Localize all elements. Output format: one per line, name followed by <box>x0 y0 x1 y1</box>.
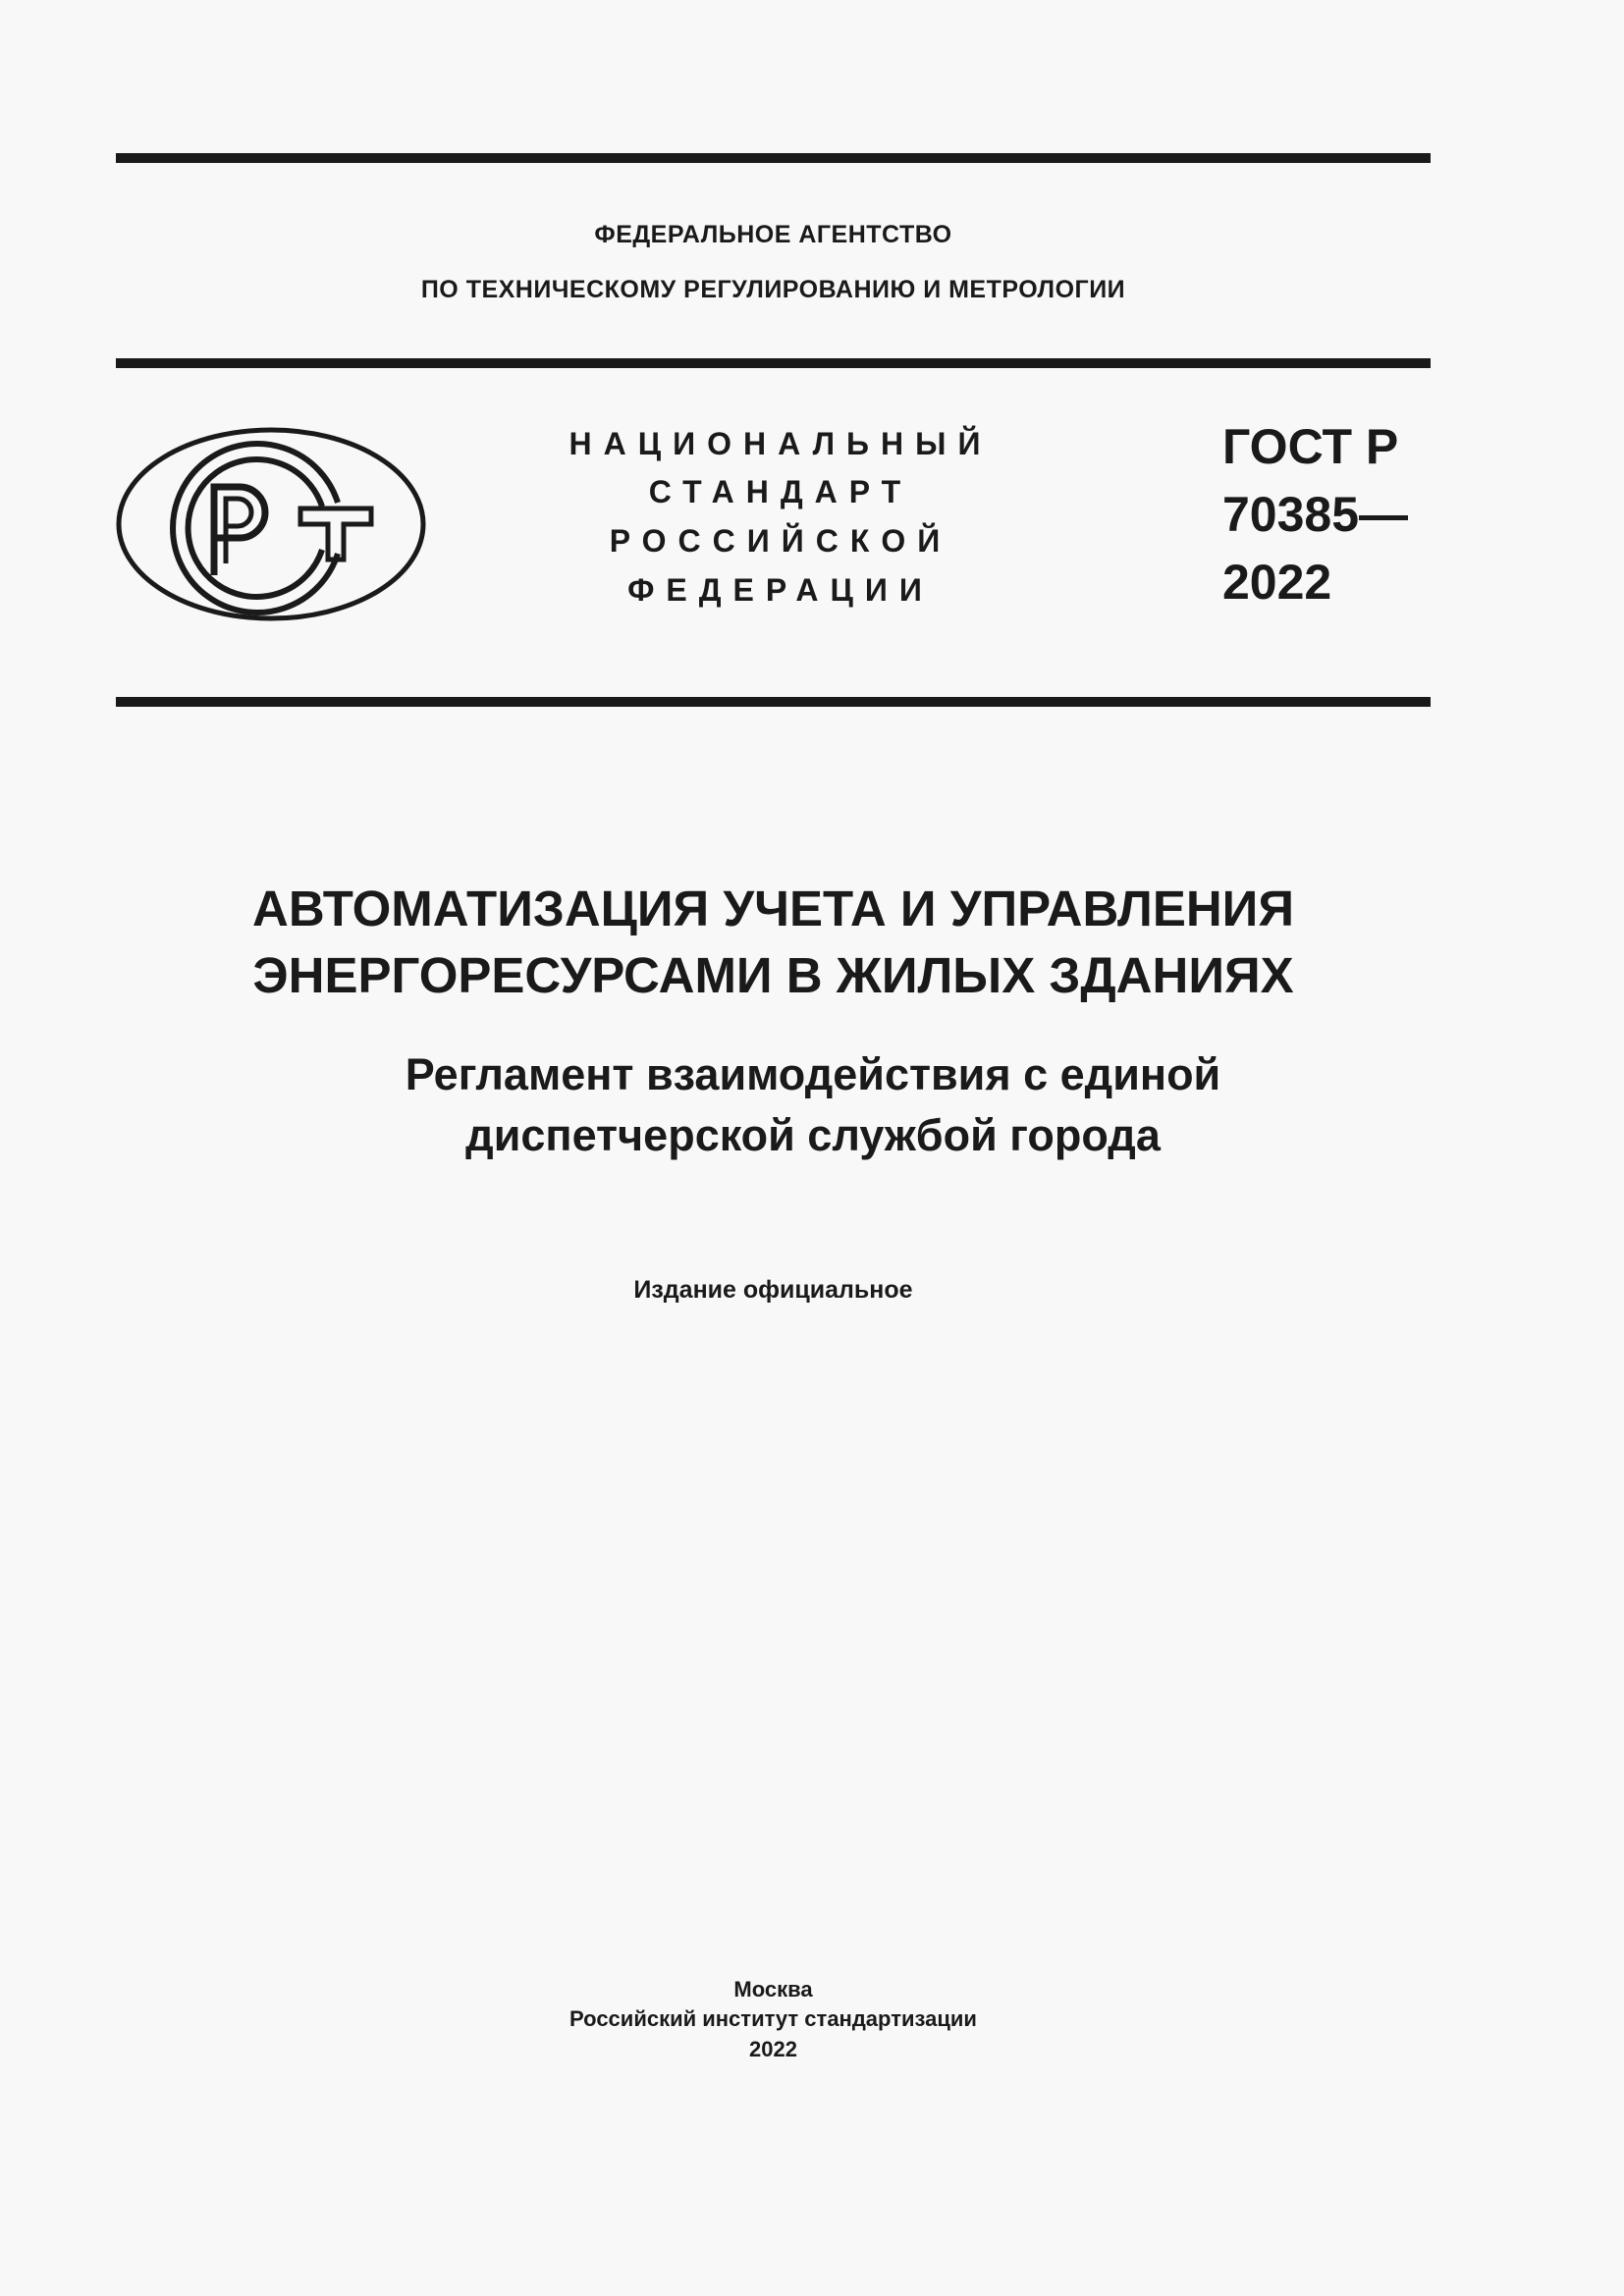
document-title-line1: АВТОМАТИЗАЦИЯ УЧЕТА И УПРАВЛЕНИЯ <box>252 881 1294 936</box>
header-rule <box>116 358 1431 368</box>
document-subtitle-line1: Регламент взаимодействия с единой <box>405 1049 1221 1099</box>
standard-designation-line1: ГОСТ Р <box>1222 419 1399 474</box>
publication-city: Москва <box>733 1977 813 2002</box>
publication-year: 2022 <box>749 2037 797 2061</box>
top-rule <box>116 153 1431 163</box>
standard-type-line4: ФЕДЕРАЦИИ <box>627 572 934 608</box>
edition-note: Издание официальное <box>633 1276 913 1304</box>
document-title-line2: ЭНЕРГОРЕСУРСАМИ В ЖИЛЫХ ЗДАНИЯХ <box>252 947 1294 1003</box>
standard-designation-line2: 70385— <box>1222 487 1409 542</box>
title-block-rule <box>116 697 1431 707</box>
document-subtitle-line2: диспетчерской службой города <box>465 1110 1161 1160</box>
agency-name-line2: ПО ТЕХНИЧЕСКОМУ РЕГУЛИРОВАНИЮ И МЕТРОЛОГИИ <box>420 276 1126 303</box>
standard-designation-line3: 2022 <box>1222 555 1332 610</box>
rst-certification-mark-icon <box>114 426 428 622</box>
standard-type-line2: СТАНДАРТ <box>648 474 913 509</box>
publisher-name: Российский институт стандартизации <box>569 2006 977 2031</box>
agency-name-line1: ФЕДЕРАЛЬНОЕ АГЕНТСТВО <box>594 221 952 248</box>
standard-type-line3: РОССИЙСКОЙ <box>609 523 952 559</box>
standard-type-line1: НАЦИОНАЛЬНЫЙ <box>568 426 993 461</box>
